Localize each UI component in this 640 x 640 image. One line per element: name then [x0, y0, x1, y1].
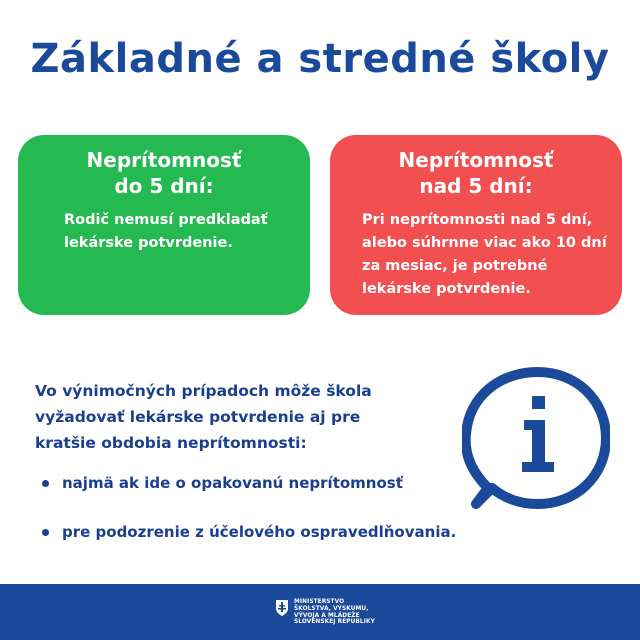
card-title-line2: do 5 dní: — [114, 174, 214, 198]
card-title — [330, 147, 622, 199]
exception-note: Vo výnimočných prípadoch môže škola vyžadovať lekárske potvrdenie aj pre kratšie obdobia neprítomnosti: — [35, 382, 372, 452]
ministry-name: MINISTERSTVO ŠKOLSTVA, VÝSKUMU, VÝVOJA A MLÁDEŽE SLOVENSKEJ REPUBLIKY — [294, 599, 375, 626]
ministry-logo — [275, 599, 375, 626]
info-speech-bubble-icon — [462, 366, 610, 514]
card-title-line1: Neprítomnosť — [86, 148, 242, 172]
bullet-dot-icon — [42, 529, 49, 536]
footer — [0, 584, 640, 640]
exception-list — [42, 472, 456, 543]
card-title-line2: nad 5 dní: — [419, 174, 533, 198]
card-body: Rodič nemusí predkladať lekárske potvrdenie. — [64, 212, 268, 251]
list-item-text: pre podozrenie z účelového ospravedlňovania. — [62, 523, 457, 541]
bullet-dot-icon — [42, 480, 49, 487]
card-absence-up-to-5-days — [18, 135, 310, 315]
list-item — [42, 472, 456, 494]
list-item-text: najmä ak ide o opakovanú neprítomnosť — [62, 474, 403, 492]
page-title: Základné a stredné školy — [30, 36, 610, 82]
card-title — [18, 147, 310, 199]
list-item — [42, 521, 456, 543]
state-crest-icon — [275, 599, 289, 617]
card-absence-over-5-days — [330, 135, 622, 315]
card-title-line1: Neprítomnosť — [398, 148, 554, 172]
card-body: Pri neprítomnosti nad 5 dní, alebo súhrnne viac ako 10 dní za mesiac, je potrebné lekárske potvrdenie. — [362, 212, 607, 297]
